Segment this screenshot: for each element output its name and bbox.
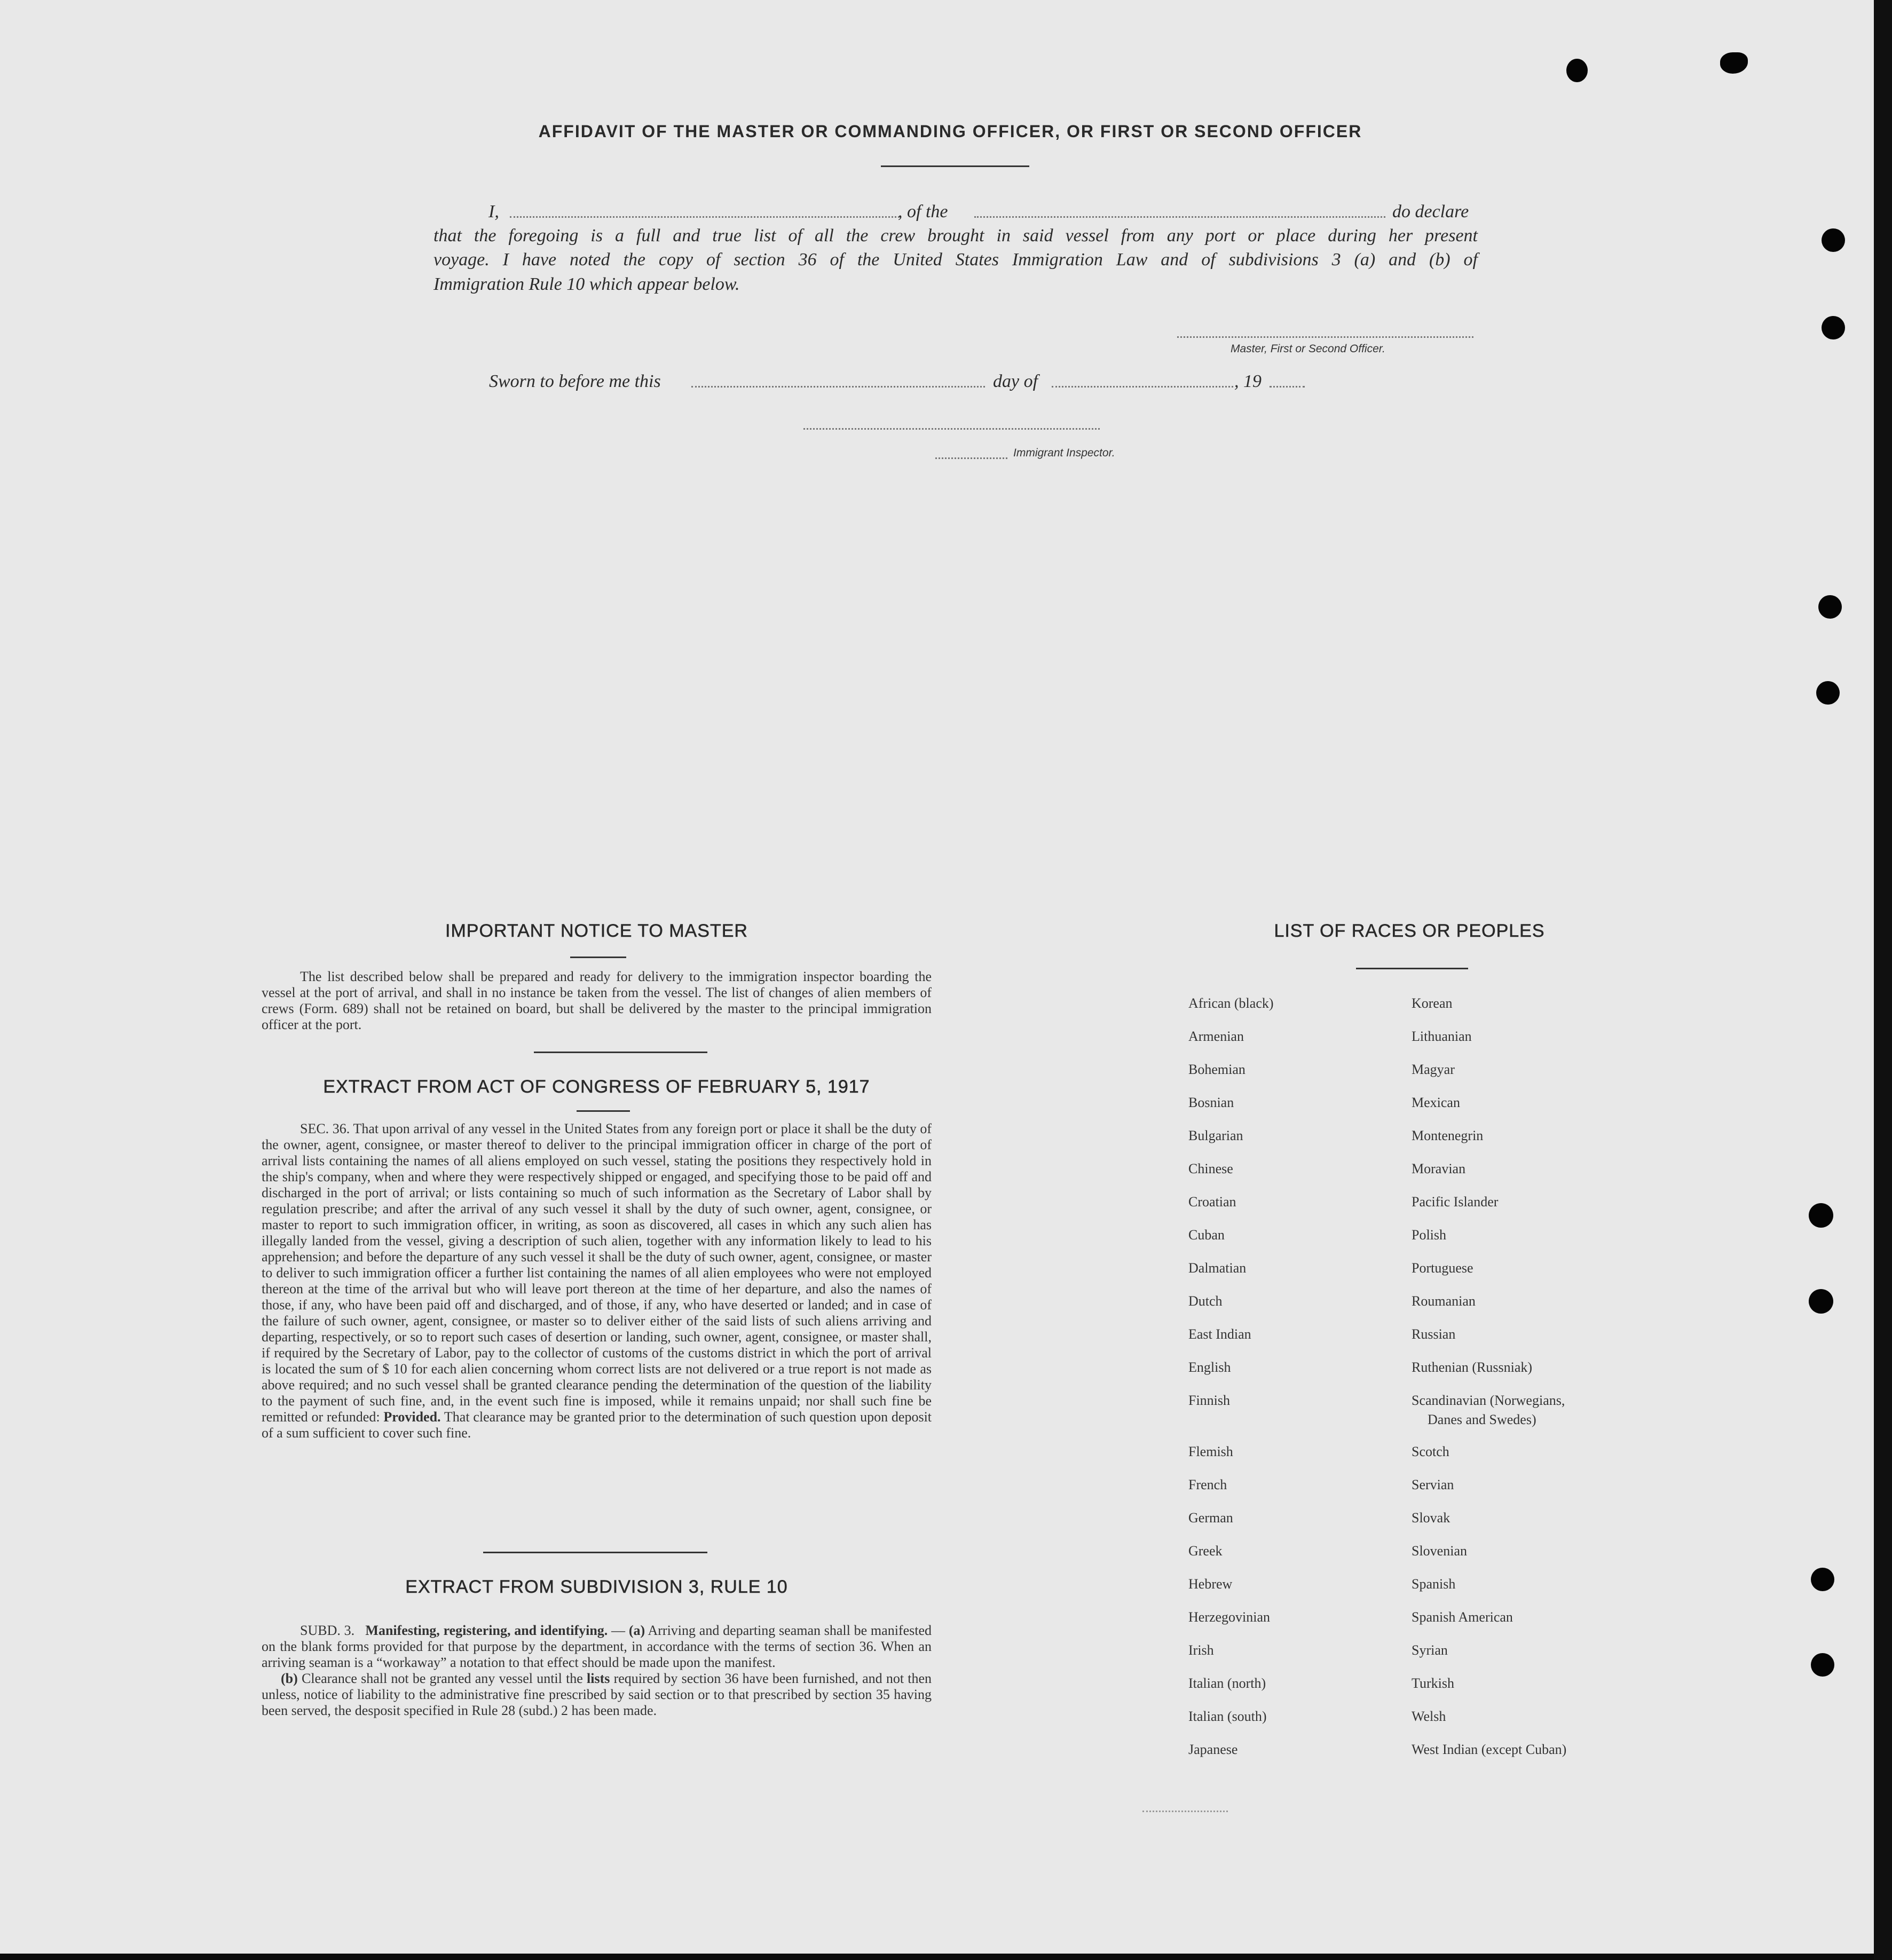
race-item-right: West Indian (except Cuban)	[1412, 1742, 1567, 1757]
race-item-right: Danes and Swedes)	[1428, 1412, 1536, 1427]
punch-hole-5	[1818, 595, 1842, 619]
rule-b-lists: lists	[587, 1671, 610, 1686]
sworn-day-line	[691, 386, 985, 388]
race-item-left: Cuban	[1188, 1227, 1225, 1243]
act-title: EXTRACT FROM ACT OF CONGRESS OF FEBRUARY 5, 1917	[323, 1077, 870, 1097]
race-item-left: English	[1188, 1360, 1231, 1375]
races-title: LIST OF RACES OR PEOPLES	[1274, 921, 1545, 941]
race-item-left: East Indian	[1188, 1326, 1251, 1342]
scan-edge	[1874, 0, 1892, 1960]
rule-heading: Manifesting, registering, and identifying.	[365, 1623, 608, 1638]
race-item-left: Hebrew	[1188, 1576, 1233, 1592]
race-item-left: Bosnian	[1188, 1095, 1234, 1110]
race-item-left: Japanese	[1188, 1742, 1238, 1757]
race-item-left: Dutch	[1188, 1293, 1223, 1309]
race-item-right: Portuguese	[1412, 1260, 1473, 1276]
race-item-right: Roumanian	[1412, 1293, 1476, 1309]
rule-b-label: (b)	[281, 1671, 298, 1686]
rule-text	[262, 1623, 932, 1719]
race-item-right: Scandinavian (Norwegians,	[1412, 1393, 1565, 1408]
race-item-right: Servian	[1412, 1477, 1454, 1492]
race-item-right: Spanish American	[1412, 1609, 1513, 1625]
race-item-right: Pacific Islander	[1412, 1194, 1499, 1210]
race-item-left: Greek	[1188, 1543, 1223, 1559]
race-item-right: Scotch	[1412, 1444, 1449, 1459]
race-item-left: Finnish	[1188, 1393, 1231, 1408]
race-item-left: Herzegovinian	[1188, 1609, 1271, 1625]
race-item-right: Spanish	[1412, 1576, 1456, 1592]
race-item-left: Croatian	[1188, 1194, 1236, 1210]
race-item-right: Korean	[1412, 995, 1453, 1011]
punch-hole-9	[1811, 1568, 1834, 1591]
races-title-rule	[1356, 968, 1468, 969]
punch-hole-7	[1809, 1203, 1833, 1228]
race-item-right: Slovenian	[1412, 1543, 1467, 1559]
rule-b-text-1: Clearance shall not be granted any vessel until the	[301, 1671, 583, 1686]
rule-subd: SUBD. 3.	[300, 1623, 355, 1638]
race-item-left: Chinese	[1188, 1161, 1233, 1176]
rule-title: EXTRACT FROM SUBDIVISION 3, RULE 10	[405, 1577, 788, 1597]
punch-hole-8	[1809, 1289, 1833, 1314]
inspector-name-line	[935, 457, 1007, 459]
affidavit-do-declare: do declare	[1392, 202, 1469, 222]
race-item-left: Bohemian	[1188, 1062, 1245, 1077]
race-item-right: Russian	[1412, 1326, 1456, 1342]
race-item-left: Armenian	[1188, 1029, 1244, 1044]
rule-a-label: (a)	[628, 1623, 645, 1638]
act-title-rule	[577, 1110, 630, 1112]
race-item-right: Mexican	[1412, 1095, 1460, 1110]
affidavit-line-4: Immigration Rule 10 which appear below.	[433, 274, 740, 294]
punch-hole-10	[1811, 1653, 1834, 1677]
officer-signature-line	[1177, 336, 1473, 338]
affidavit-title-rule	[881, 165, 1029, 167]
act-section-text: SEC. 36. That upon arrival of any vessel in the United States from any foreign port or place it shall be the duty of the owner, agent, consignee, or master thereof to deliver to the principal immigration officer in charge of the port of arrival lists containing the names of all aliens employed on such vessel, stating the positions they respectively hold in the ship's company, when and where they were respectively shipped or engaged, and specifying those to be paid off and discharged in the port of arrival; or lists containing so much of such information as the Secretary of Labor shall by regulation prescribe; and after the arrival of any such vessel it shall by the duty of such owner, agent, consignee, or master to report to such immigration officer, in writing, as soon as discovered, all cases in which any such alien has illegally landed from the vessel, giving a description of such alien, together with any information likely to lead to his apprehension; and before the departure of any such vessel it shall be the duty of such owner, agent, consignee, or master to deliver to such immigration officer a further list containing the names of all alien employees who were not employed thereon at the time of the arrival but who will leave port thereon at the time of her departure, and also the names of those, if any, who have been paid off and discharged, and of those, if any, who have deserted or landed; and in case of the failure of such owner, agent, consignee, or master so to deliver either of the said lists of such aliens arriving and departing, respectively, or so to report such cases of desertion or landing, such owner, agent, consignee, or master shall, if required by the Secretary of Labor, pay to the collector of customs of the customs district in which the port of arrival is located the sum of $ 10 for each alien concerning whom correct lists are not delivered or a true report is not made as above required; and no such vessel shall be granted clearance pending the determination of the question of the liability to the payment of such fine, and, in the event such fine is imposed, while it remains unpaid; nor shall such fine be remitted or refunded:	[262, 1121, 932, 1425]
inspector-signature-line	[803, 428, 1100, 430]
affidavit-of-the: , of the	[898, 202, 948, 222]
sworn-text: Sworn to before me this	[489, 372, 661, 391]
race-item-left: Italian (south)	[1188, 1709, 1267, 1724]
punch-hole-3	[1822, 228, 1845, 252]
race-item-right: Magyar	[1412, 1062, 1455, 1077]
punch-hole-1	[1566, 59, 1588, 82]
notice-title-rule	[570, 957, 626, 958]
notice-title: IMPORTANT NOTICE TO MASTER	[445, 921, 748, 941]
inspector-label: Immigrant Inspector.	[1013, 447, 1115, 459]
race-item-left: Italian (north)	[1188, 1676, 1266, 1691]
rule-b-text-2: required by section 36 have been furnished, and not then unless, notice of liability to the administrative fine prescribed by said section or to that prescribed by section 35 having been served, the desposit specified in Rule 28 (subd.) 2 has been made.	[262, 1671, 932, 1718]
race-item-right: Slovak	[1412, 1510, 1450, 1526]
race-item-right: Polish	[1412, 1227, 1447, 1243]
notice-separator	[534, 1052, 707, 1053]
affidavit-line-2: that the foregoing is a full and true list of all the crew brought in said vessel from any port or place during her present	[433, 226, 1478, 246]
race-item-left: Dalmatian	[1188, 1260, 1247, 1276]
race-item-left: African (black)	[1188, 995, 1274, 1011]
race-item-right: Montenegrin	[1412, 1128, 1484, 1143]
race-item-right: Syrian	[1412, 1642, 1448, 1658]
race-item-right: Lithuanian	[1412, 1029, 1472, 1044]
race-item-left: Flemish	[1188, 1444, 1233, 1459]
race-item-left: Irish	[1188, 1642, 1214, 1658]
act-provided: Provided.	[383, 1409, 441, 1425]
act-paragraph	[262, 1121, 932, 1441]
race-item-right: Moravian	[1412, 1161, 1466, 1176]
act-text	[262, 1121, 932, 1441]
vessel-field-line	[974, 216, 1385, 218]
race-item-right: Welsh	[1412, 1709, 1446, 1724]
name-field-line	[510, 216, 900, 218]
sworn-day-of: day of	[993, 372, 1038, 391]
race-item-right: Turkish	[1412, 1676, 1454, 1691]
act-section-text-end: That clearance may be granted prior to the determination of such question upon deposit of a sum sufficient to cover such fine.	[262, 1409, 932, 1441]
affidavit-title: AFFIDAVIT OF THE MASTER OR COMMANDING OFFICER, OR FIRST OR SECOND OFFICER	[538, 122, 1362, 141]
bottom-dotted-mark	[1142, 1811, 1228, 1812]
affidavit-i: I,	[488, 202, 499, 222]
race-item-left: German	[1188, 1510, 1233, 1526]
rule-paragraph-a	[262, 1623, 932, 1671]
sworn-year-line	[1270, 386, 1305, 388]
rule-a-text: Arriving and departing seaman shall be manifested on the blank forms provided for that purpose by the department, in accordance with the terms of section 36. When an arriving seaman is a “workaway” a notation to that effect should be made upon the manifest.	[262, 1623, 932, 1670]
notice-paragraph: The list described below shall be prepared and ready for delivery to the immigration inspector boarding the vessel at the port of arrival, and shall in no instance be taken from the vessel. The list of changes of alien members of crews (Form. 689) shall not be retained on board, but shall be delivered by the master to the principal immigration officer at the port.	[262, 969, 932, 1032]
act-separator	[483, 1552, 707, 1553]
punch-hole-6	[1816, 681, 1840, 705]
rule-dash: —	[608, 1623, 629, 1638]
race-item-right: Ruthenian (Russniak)	[1412, 1360, 1533, 1375]
rule-paragraph-b	[262, 1671, 932, 1719]
sworn-month-line	[1052, 386, 1233, 388]
punch-hole-4	[1822, 316, 1845, 339]
race-item-left: Bulgarian	[1188, 1128, 1243, 1143]
officer-signature-label: Master, First or Second Officer.	[1231, 343, 1385, 355]
affidavit-line-3: voyage. I have noted the copy of section 36 of the United States Immigration Law and of subdivisions 3 (a) and (b) of	[433, 250, 1478, 270]
notice-text	[262, 969, 932, 1033]
race-item-left: French	[1188, 1477, 1227, 1492]
sworn-year: , 19	[1234, 372, 1262, 391]
